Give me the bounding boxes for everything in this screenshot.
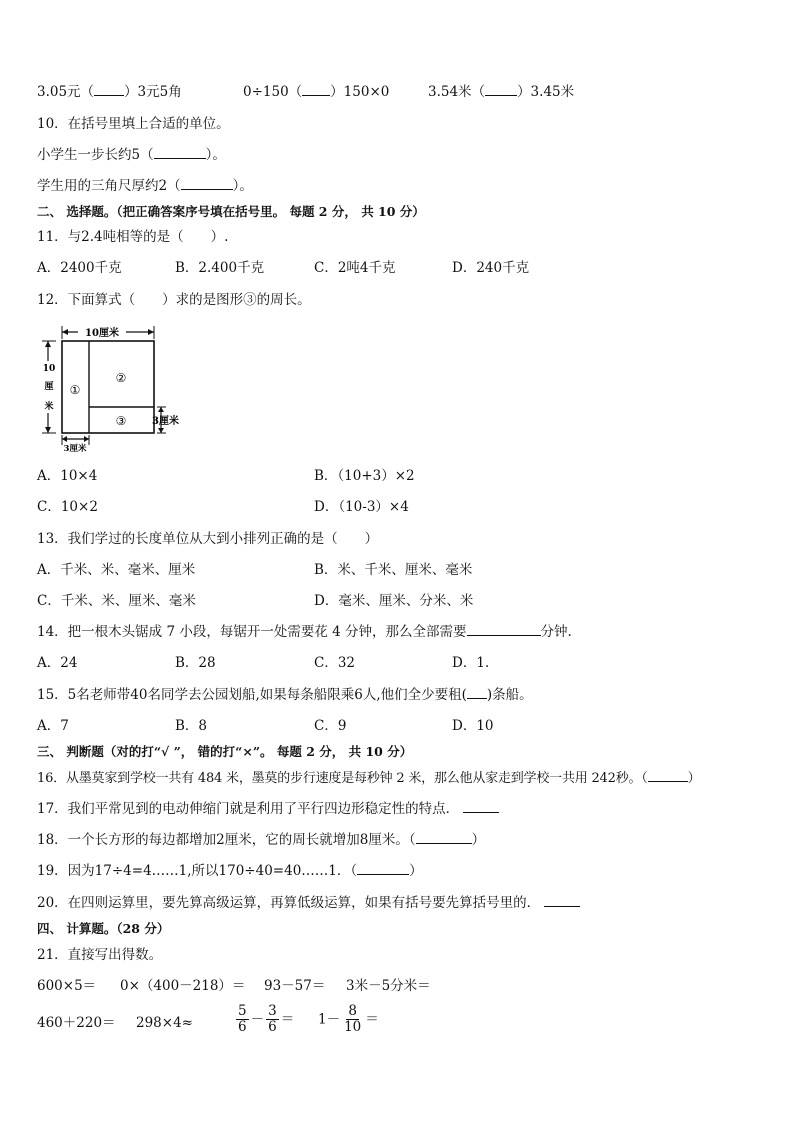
- numerator: 8: [348, 1003, 357, 1019]
- compare-b-left: 0÷150（: [243, 84, 303, 100]
- dim-top-label: 10厘米: [85, 328, 119, 339]
- q16-close: ）: [687, 771, 701, 786]
- q13-stem: 13．我们学过的长度单位从大到小排列正确的是（ ）: [37, 531, 379, 547]
- denominator: 10: [344, 1019, 362, 1035]
- calc-item: 460＋220＝: [37, 1015, 116, 1031]
- fraction: [236, 1004, 249, 1035]
- q14-stem-right: 分钟.: [540, 624, 572, 640]
- dim-bottom-label: 3厘米: [63, 444, 87, 453]
- q15-stem-left: 15．5名老师带40名同学去公园划船,如果每条船限乘6人,他们全少要租(: [37, 687, 467, 703]
- q13-option-c[interactable]: C．千米、米、厘米、毫米: [37, 593, 196, 609]
- q10-line1-left: 小学生一步长约5（: [37, 147, 154, 163]
- answer-blank[interactable]: [357, 862, 409, 875]
- q15-option-d[interactable]: D．10: [452, 718, 494, 734]
- q10-line1-right: ）。: [205, 147, 226, 163]
- q20: [37, 894, 580, 912]
- q14-option-d[interactable]: D．1.: [452, 655, 490, 671]
- compare-item-b: [243, 83, 389, 101]
- region-2-label: ②: [115, 371, 127, 385]
- q12-option-a[interactable]: A．10×4: [37, 468, 98, 484]
- fraction-expression-2: [318, 1004, 379, 1035]
- calc-item: 3米－5分米＝: [346, 978, 431, 994]
- compare-b-right: ）150×0: [330, 84, 390, 100]
- q15-stem: [37, 686, 533, 704]
- q13-option-b[interactable]: B．米、千米、厘米、毫米: [314, 562, 473, 578]
- q12-option-d[interactable]: D．（10-3）×4: [314, 499, 409, 515]
- q11-option-c[interactable]: C．2吨4千克: [314, 260, 396, 276]
- answer-blank[interactable]: [154, 146, 206, 159]
- dim-left-num: 10: [42, 364, 56, 374]
- section-2-heading: 二、 选择题。（把正确答案序号填在括号里。 每题 2 分， 共 10 分）: [37, 204, 425, 219]
- answer-blank[interactable]: [544, 894, 580, 907]
- q15-option-a[interactable]: A．7: [37, 718, 69, 734]
- q11-stem: 11．与2.4吨相等的是（ ）.: [37, 229, 229, 245]
- denominator: 6: [238, 1019, 247, 1035]
- q14-option-b[interactable]: B．28: [175, 655, 216, 671]
- compare-item-c: [428, 83, 574, 101]
- q18-close: ）: [471, 832, 486, 848]
- denominator: 6: [268, 1019, 277, 1035]
- q10-stem: 10．在括号里填上合适的单位。: [37, 116, 230, 132]
- compare-a-left: 3.05元（: [37, 84, 95, 100]
- q10-line2-right: ）。: [232, 178, 253, 194]
- q11-option-a[interactable]: A．2400千克: [37, 260, 122, 276]
- q15-option-c[interactable]: C．9: [314, 718, 347, 734]
- answer-blank[interactable]: [463, 800, 499, 813]
- q17: [37, 800, 499, 818]
- calc-item: 600×5＝: [37, 978, 97, 994]
- fraction: [266, 1004, 279, 1035]
- numerator: 5: [238, 1003, 247, 1019]
- section-4-heading: 四、 计算题。（28 分）: [37, 921, 170, 936]
- answer-blank[interactable]: [416, 831, 472, 844]
- q10-line2: [37, 177, 253, 195]
- compare-a-right: ）3元5角: [124, 84, 182, 100]
- q14-option-a[interactable]: A．24: [37, 655, 78, 671]
- q12-option-c[interactable]: C．10×2: [37, 499, 98, 515]
- minus-sign: －: [250, 1011, 265, 1028]
- equals-sign: ＝: [365, 1011, 379, 1028]
- q20-text: 20．在四则运算里，要先算高级运算，再算低级运算，如果有括号要先算括号里的．: [37, 895, 541, 911]
- section-3-heading: 三、 判断题（对的打“√ ”， 错的打“×”。 每题 2 分， 共 10 分）: [37, 744, 413, 759]
- q15-option-b[interactable]: B．8: [175, 718, 208, 734]
- q13-option-a[interactable]: A．千米、米、毫米、厘米: [37, 562, 196, 578]
- equals-sign: ＝: [280, 1011, 295, 1028]
- answer-blank[interactable]: [485, 83, 517, 96]
- q19-text: 19．因为17÷4=4……1,所以170÷40=40……1．（: [37, 863, 358, 879]
- q16-text: 16．从墨莫家到学校一共有 484 米，墨莫的步行速度是每秒钟 2 米，那么他从家走到学校一共用 242秒。（: [37, 771, 648, 786]
- q12-option-b[interactable]: B．（10+3）×2: [314, 468, 415, 484]
- q19-close: ）: [409, 863, 423, 879]
- compare-c-right: ）3.45米: [517, 84, 575, 100]
- q10-line1: [37, 146, 226, 164]
- answer-blank[interactable]: [648, 769, 688, 782]
- one-minus: 1－: [318, 1011, 341, 1028]
- q11-option-b[interactable]: B．2.400千克: [175, 260, 265, 276]
- q14-option-c[interactable]: C．32: [314, 655, 356, 671]
- calc-item: 298×4≈: [136, 1015, 193, 1031]
- dim-right-label: 3厘米: [152, 416, 179, 427]
- answer-blank[interactable]: [467, 623, 541, 636]
- dim-left-char1: 厘: [44, 382, 54, 392]
- q12-figure: [40, 323, 190, 453]
- calc-item: 0×（400－218）＝: [120, 978, 246, 994]
- answer-blank[interactable]: [467, 686, 487, 699]
- dim-left-char2: 米: [44, 402, 54, 412]
- numerator: 3: [268, 1003, 277, 1019]
- fraction: [342, 1004, 363, 1035]
- q18: [37, 831, 485, 849]
- q19: [37, 862, 423, 880]
- compare-item-a: [37, 83, 182, 101]
- calc-item: 93－57＝: [264, 978, 326, 994]
- q12-stem: 12．下面算式（ ）求的是图形③的周长。: [37, 292, 311, 308]
- fraction-expression-1: [234, 1004, 294, 1035]
- region-3-label: ③: [115, 414, 127, 428]
- answer-blank[interactable]: [181, 177, 233, 190]
- q13-option-d[interactable]: D．毫米、厘米、分米、米: [314, 593, 474, 609]
- q21-stem: 21．直接写出得数。: [37, 947, 163, 963]
- answer-blank[interactable]: [94, 83, 124, 96]
- q16: [37, 769, 700, 788]
- q11-option-d[interactable]: D．240千克: [452, 260, 530, 276]
- q18-text: 18．一个长方形的每边都增加2厘米，它的周长就增加8厘米。（: [37, 832, 416, 848]
- answer-blank[interactable]: [302, 83, 330, 96]
- q15-stem-right: )条船。: [486, 687, 533, 703]
- q14-stem-left: 14．把一根木头锯成 7 小段，每锯开一处需要花 4 分钟，那么全部需要: [37, 624, 467, 640]
- compare-c-left: 3.54米（: [428, 84, 486, 100]
- q17-text: 17．我们平常见到的电动伸缩门就是利用了平行四边形稳定性的特点．: [37, 801, 460, 817]
- region-1-label: ①: [69, 383, 81, 397]
- q14-stem: [37, 623, 572, 641]
- q10-line2-left: 学生用的三角尺厚约2（: [37, 178, 181, 194]
